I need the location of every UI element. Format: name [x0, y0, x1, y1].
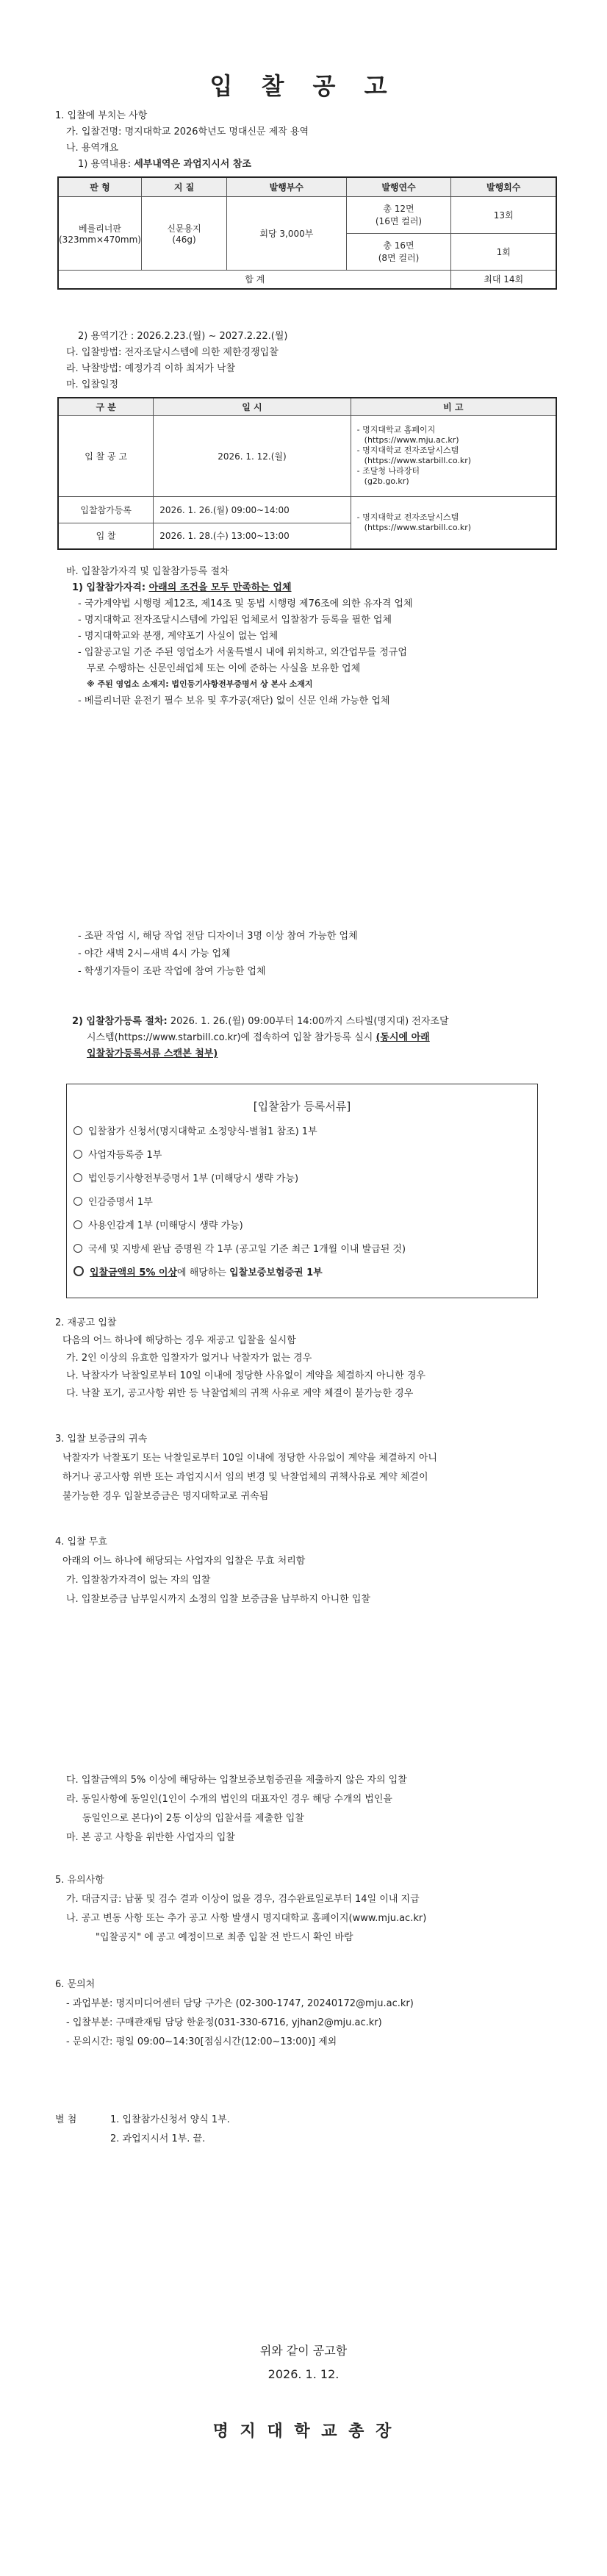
table-cell: [351, 496, 556, 549]
qualification-item: 무로 수행하는 신문인쇄업체 또는 이에 준하는 사실을 보유한 업체: [87, 663, 361, 674]
note-line: (https://www.starbill.co.kr): [364, 456, 472, 465]
section6-heading: 6. 문의처: [55, 1979, 96, 1990]
document-text: 에 해당하는: [177, 1267, 230, 1278]
announcement-date: 2026. 1. 12.: [267, 2367, 340, 2381]
service-scope-text: 세부내역은 과업지시서 참조: [134, 159, 251, 170]
section1-heading: 1. 입찰에 부치는 사항: [55, 110, 148, 121]
attachment-label: 별 첨: [55, 2114, 77, 2125]
registration-text: 2026. 1. 26.(월) 09:00부터 14:00까지 스타빌(명지대) 전자조달: [167, 1016, 449, 1027]
qualification-item: - 국가계약법 시행령 제12조, 제14조 및 동법 시행령 제76조에 의한 유자격 업체: [78, 598, 413, 609]
document-text: 국세 및 지방세 완납 증명원 각 1부 (공고일 기준 최근 1개월 이내 발급된 것): [88, 1244, 406, 1255]
document-text: 인감증명서 1부: [88, 1197, 153, 1208]
document-item: [73, 1266, 323, 1281]
notice-item: 가. 대금지급: 납품 및 검수 결과 이상이 없을 경우, 검수완료일로부터 14일 이내 지급: [66, 1894, 420, 1905]
table-header: 지 질: [141, 177, 226, 196]
invalid-intro: 아래의 어느 하나에 해당되는 사업자의 입찰은 무효 처리함: [62, 1556, 306, 1567]
note-line: (https://www.mju.ac.kr): [364, 435, 459, 445]
table-header: 발행연수: [346, 177, 451, 196]
table-cell: 입찰참가등록: [58, 496, 154, 523]
paper-label: 신문용지: [167, 223, 201, 234]
document-text: 법인등기사항전부증명서 1부 (미해당시 생략 가능): [88, 1173, 299, 1184]
invalid-item: 다. 입찰금액의 5% 이상에 해당하는 입찰보증보험증권을 제출하지 않은 자의 입찰: [66, 1775, 407, 1786]
table-cell: 1회: [451, 233, 556, 270]
registration-line-1: [72, 1015, 449, 1029]
service-scope: [78, 157, 251, 172]
table-header: 발행부수: [227, 177, 347, 196]
bid-title: 가. 입찰건명: 명지대학교 2026학년도 명대신문 제작 용역: [66, 126, 309, 137]
attachment-item: 1. 입찰참가신청서 양식 1부.: [110, 2114, 230, 2125]
section5-heading: 5. 유의사항: [55, 1875, 104, 1886]
circle-bullet-icon: [73, 1244, 82, 1253]
qualification-item: - 야간 새벽 2시~새벽 4시 가능 업체: [78, 948, 231, 959]
section2-heading: 2. 재공고 입찰: [55, 1317, 117, 1328]
note-line: (https://www.starbill.co.kr): [364, 522, 472, 532]
contact-item: - 과업부분: 명지미디어센터 담당 구가은 (02-300-1747, 20240172@mju.ac.kr): [66, 1998, 414, 2009]
table-cell: [351, 415, 556, 496]
table-cell: 2026. 1. 26.(월) 09:00~14:00: [154, 496, 351, 523]
note-line: - 명지대학교 전자조달시스템: [356, 446, 459, 455]
table-cell: 13회: [451, 196, 556, 233]
registration-text: 시스템(https://www.starbill.co.kr)에 접속하여 입찰 참가등록 실시: [87, 1032, 373, 1043]
section4-heading: 4. 입찰 무효: [55, 1536, 107, 1548]
invalid-item: 마. 본 공고 사항을 위반한 사업자의 입찰: [66, 1832, 235, 1843]
size-dimensions: (323mm×470mm): [59, 234, 141, 245]
registration-emphasis: (동시에 아래: [376, 1032, 430, 1043]
contact-item: - 입찰부분: 구매관재팀 담당 한윤정(031-330-6716, yjhan2@mju.ac.kr): [66, 2017, 382, 2028]
deposit-text: 낙찰자가 낙찰포기 또는 낙찰일로부터 10일 이내에 정당한 사유없이 계약을 체결하지 아니: [62, 1453, 437, 1464]
invalid-item: 동일인으로 본다)이 2통 이상의 입찰서를 제출한 입찰: [82, 1813, 304, 1824]
rebid-item: 다. 낙찰 포기, 공고사항 위반 등 낙찰업체의 귀책 사유로 계약 체결이 불가능한 경우: [66, 1388, 414, 1399]
circle-bullet-icon: [73, 1150, 82, 1159]
document-text: 사용인감계 1부 (미해당시 생략 가능): [88, 1220, 243, 1231]
section3-heading: 3. 입찰 보증금의 귀속: [55, 1434, 148, 1445]
pages-count: 총 16면: [383, 240, 414, 251]
table-header: 판 형: [58, 177, 141, 196]
table-cell: 입 찰 공 고: [58, 415, 154, 496]
document-item: [73, 1148, 162, 1163]
attachment-item: 2. 과업지시서 1부. 끝.: [110, 2133, 206, 2144]
table-cell: [346, 196, 451, 233]
note-line: (g2b.go.kr): [364, 476, 409, 486]
contact-item: - 문의시간: 평일 09:00~14:30[점심시간(12:00~13:00)] 제외: [66, 2036, 337, 2047]
circle-bullet-icon: [73, 1220, 82, 1229]
service-scope-prefix: 1) 용역내용:: [78, 159, 132, 170]
circle-bullet-icon: [73, 1126, 82, 1135]
registration-prefix: 2) 입찰참가등록 절차:: [72, 1016, 168, 1027]
size-label: 베를리너판: [79, 223, 121, 234]
document-item: [73, 1219, 243, 1234]
document-emphasis: 입찰금액의 5% 이상: [90, 1267, 178, 1278]
bid-method: 다. 입찰방법: 전자조달시스템에 의한 제한경쟁입찰: [66, 347, 279, 358]
pages-color: (8면 컬러): [378, 253, 420, 263]
table-cell: 2026. 1. 12.(월): [154, 415, 351, 496]
document-text: 사업자등록증 1부: [88, 1150, 162, 1161]
registration-line-3: 입찰참가등록서류 스캔본 첨부): [87, 1048, 218, 1059]
table-cell: 2026. 1. 28.(수) 13:00~13:00: [154, 523, 351, 549]
paper-weight: (46g): [172, 234, 196, 245]
award-method: 라. 낙찰방법: 예정가격 이하 최저가 낙찰: [66, 363, 236, 374]
page-title: 입 찰 공 고: [209, 72, 398, 100]
pages-count: 총 12면: [383, 204, 414, 214]
table-cell: [346, 233, 451, 270]
deposit-text: 하거나 공고사항 위반 또는 과업지시서 임의 변경 및 낙찰업체의 귀책사유로 계약 체결이: [62, 1472, 428, 1483]
qualification-item: - 조판 작업 시, 해당 작업 전담 디자이너 3명 이상 참여 가능한 업체: [78, 931, 358, 942]
circle-bullet-icon: [73, 1173, 82, 1182]
table-cell: 회당 3,000부: [227, 196, 347, 270]
qualification-item: - 입찰공고일 기준 주된 영업소가 서울특별시 내에 위치하고, 외간업무를 정규업: [78, 647, 407, 658]
invalid-item: 나. 입찰보증금 납부일시까지 소정의 입찰 보증금을 납부하지 아니한 입찰: [66, 1594, 370, 1605]
rebid-intro: 다음의 어느 하나에 해당하는 경우 재공고 입찰을 실시함: [62, 1335, 296, 1346]
table-cell: [141, 196, 226, 270]
notice-item: "입찰공지" 에 공고 예정이므로 최종 입찰 전 반드시 확인 바람: [96, 1932, 353, 1943]
table-header: 발행회수: [451, 177, 556, 196]
qualification-item: - 베를리너판 윤전기 필수 보유 및 후가공(재단) 없이 신문 인쇄 가능한 업체: [78, 695, 390, 706]
note-line: - 명지대학교 전자조달시스템: [356, 512, 459, 522]
service-overview-label: 나. 용역개요: [66, 143, 119, 154]
qualification-heading: [72, 581, 292, 595]
note-line: - 조달청 나라장터: [356, 466, 420, 476]
qualification-prefix: 1) 입찰참가자격:: [72, 582, 146, 593]
table-cell: [58, 196, 141, 270]
rebid-item: 가. 2인 이상의 유효한 입찰자가 없거나 낙찰자가 없는 경우: [66, 1353, 312, 1364]
service-spec-table: [57, 176, 557, 290]
table-header: 비 고: [351, 398, 556, 415]
qualification-item: - 명지대학교 전자조달시스템에 가입된 업체로서 입찰참가 등록을 필한 업체: [78, 615, 392, 626]
schedule-table: [57, 397, 557, 550]
required-documents-title: [입찰참가 등록서류]: [253, 1100, 351, 1113]
service-period: 2) 용역기간 : 2026.2.23.(월) ~ 2027.2.22.(월): [78, 331, 288, 342]
circle-bullet-icon: [73, 1197, 82, 1206]
document-emphasis: 입찰보증보험증권 1부: [229, 1267, 323, 1278]
notice-item: 나. 공고 변동 사항 또는 추가 공고 사항 발생시 명지대학교 홈페이지(www.mju.ac.kr): [66, 1913, 427, 1924]
qualification-note: ※ 주된 영업소 소재지: 법인등기사항전부증명서 상 본사 소재지: [87, 679, 313, 689]
qualification-text: 아래의 조건을 모두 만족하는 업체: [148, 582, 292, 593]
document-item: [73, 1242, 406, 1257]
qualification-item: - 명지대학교와 분쟁, 계약포기 사실이 없는 업체: [78, 631, 279, 642]
invalid-item: 가. 입찰참가자격이 없는 자의 입찰: [66, 1575, 211, 1586]
schedule-label: 마. 입찰일정: [66, 379, 119, 390]
note-line: - 명지대학교 홈페이지: [356, 425, 436, 434]
document-item: [73, 1125, 317, 1139]
circle-bullet-icon: [73, 1266, 84, 1276]
invalid-item: 라. 동일사항에 동일인(1인이 수개의 법인의 대표자인 경우 해당 수개의 법인을: [66, 1794, 392, 1805]
total-value: 최대 14회: [451, 270, 556, 289]
document-item: [73, 1195, 153, 1210]
registration-line-2: [87, 1031, 430, 1045]
closing-statement: 위와 같이 공고함: [259, 2344, 348, 2358]
rebid-item: 나. 낙찰자가 낙찰일로부터 10일 이내에 정당한 사유없이 계약을 체결하지 아니한 경우: [66, 1370, 425, 1381]
signer-name: 명 지 대 학 교 총 장: [212, 2422, 395, 2441]
table-header: 구 분: [58, 398, 154, 415]
table-cell: 입 찰: [58, 523, 154, 549]
document-text: 입찰참가 신청서(명지대학교 소정양식-별첨1 참조) 1부: [88, 1126, 317, 1137]
qualification-section-label: 바. 입찰참가자격 및 입찰참가등록 절차: [66, 566, 229, 577]
total-label: 합 계: [58, 270, 451, 289]
pages-color: (16면 컬러): [375, 216, 423, 226]
deposit-text: 불가능한 경우 입찰보증금은 명지대학교로 귀속됨: [62, 1491, 269, 1502]
qualification-item: - 학생기자들이 조판 작업에 참여 가능한 업체: [78, 966, 266, 977]
table-header: 일 시: [154, 398, 351, 415]
document-item: [73, 1172, 298, 1187]
